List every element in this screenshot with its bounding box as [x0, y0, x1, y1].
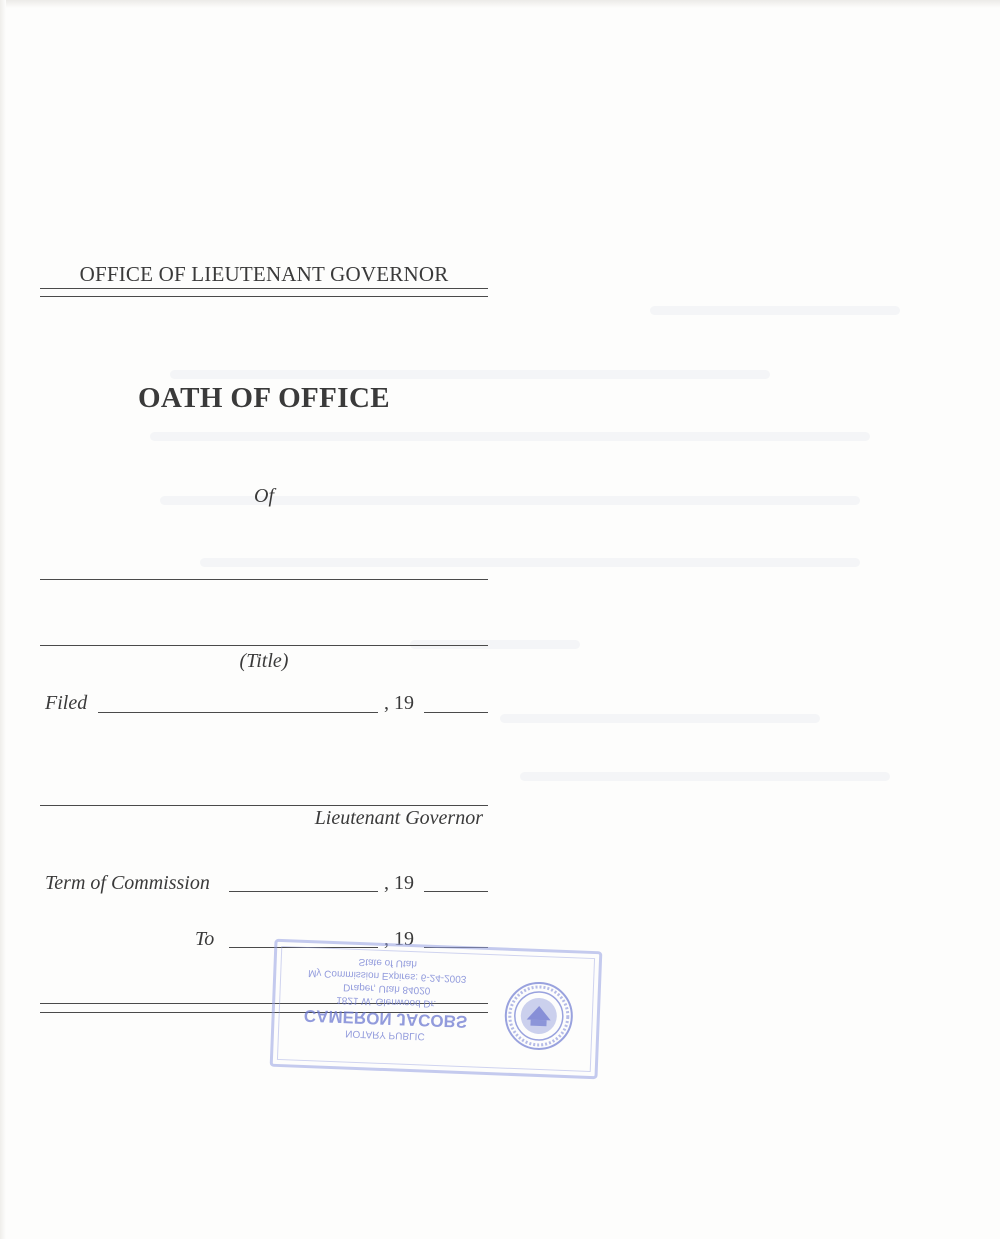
term-year-prefix: , 19: [384, 872, 414, 894]
notary-stamp: [270, 939, 603, 1079]
office-header: OFFICE OF LIEUTENANT GOVERNOR: [79, 262, 449, 286]
stamp-line-6: State of Utah: [358, 955, 418, 970]
filed-date-line[interactable]: [98, 712, 378, 713]
bleed-through-mark: [170, 370, 770, 379]
stamp-line-5: My Commission Expires: 6-24-2003: [307, 967, 467, 985]
stamp-text-block: [280, 952, 493, 1045]
of-label: Of: [254, 485, 274, 507]
bleed-through-mark: [150, 432, 870, 441]
term-date-line[interactable]: [229, 891, 378, 892]
term-year-line[interactable]: [424, 891, 488, 892]
state-seal-icon: [501, 979, 576, 1054]
term-label: Term of Commission: [45, 872, 210, 894]
stamp-line-4: Draper, Utah 84020: [342, 981, 431, 996]
title-line[interactable]: [40, 645, 488, 646]
scan-edge-top: [0, 0, 1000, 8]
bleed-through-mark: [650, 306, 900, 315]
title-caption: (Title): [239, 650, 289, 672]
lieutenant-governor-caption: Lieutenant Governor: [314, 807, 483, 829]
stamp-line-2: CAMERON JACOBS: [303, 1005, 468, 1032]
to-year-prefix: , 19: [384, 928, 414, 950]
filed-year-prefix: , 19: [384, 692, 414, 714]
scan-edge-left: [0, 0, 6, 1239]
bleed-through-mark: [200, 558, 860, 567]
form-title: OATH OF OFFICE: [137, 382, 391, 414]
header-rule-bottom: [40, 296, 488, 297]
stamp-line-1: NOTARY PUBLIC: [345, 1027, 425, 1042]
signature-line[interactable]: [40, 805, 488, 806]
header-rule-top: [40, 288, 488, 289]
filed-label: Filed: [45, 692, 88, 714]
bleed-through-mark: [500, 714, 820, 723]
to-label: To: [195, 928, 215, 950]
name-line[interactable]: [40, 579, 488, 580]
filed-year-line[interactable]: [424, 712, 488, 713]
stamp-line-3: 1821 W. Glenwood Dr.: [336, 994, 437, 1010]
bleed-through-mark: [520, 772, 890, 781]
